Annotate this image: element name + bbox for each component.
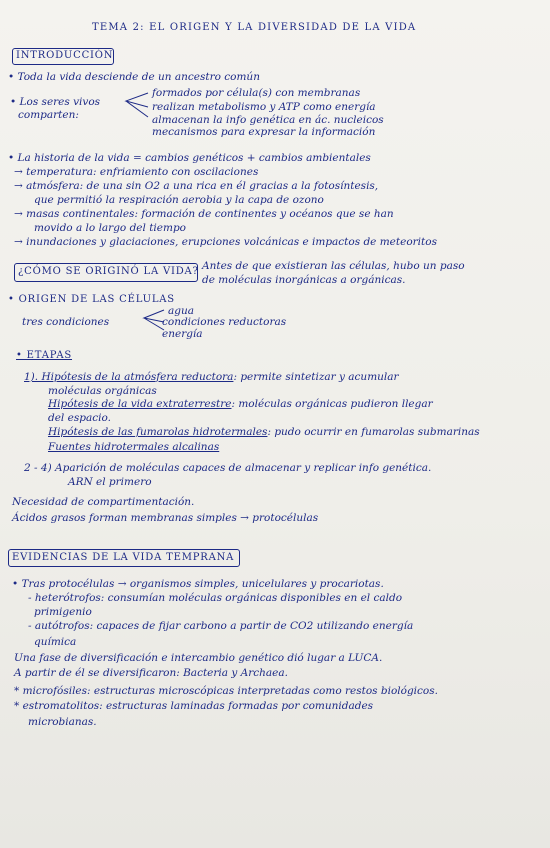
- evidence-line: microbianas.: [28, 716, 97, 728]
- intro-heading: INTRODUCCIÓN: [16, 50, 114, 61]
- evidence-line: A partir de él se diversificaron: Bacteria y Archaea.: [14, 667, 288, 679]
- intro-bullet: almacenan la info genética en ác. nucleicos: [152, 114, 384, 126]
- hypothesis-title: Hipótesis de las fumarolas hidrotermales: [48, 426, 268, 438]
- etapas-line: del espacio.: [48, 412, 111, 424]
- history-line: movido a lo largo del tiempo: [34, 222, 187, 234]
- evidence-line: • Tras protocélulas → organismos simples, unicelulares y procariotas.: [12, 578, 384, 590]
- history-line: • La historia de la vida = cambios genéticos + cambios ambientales: [8, 152, 371, 164]
- etapas-line: 2 - 4) Aparición de moléculas capaces de almacenar y replicar info genética.: [24, 462, 432, 474]
- etapas-line: Ácidos grasos forman membranas simples → protocélulas: [12, 512, 319, 524]
- hypothesis-text: : pudo ocurrir en fumarolas submarinas: [267, 426, 480, 438]
- etapas-line: [48, 426, 480, 438]
- condition-item: energía: [162, 328, 203, 340]
- intro-bullet: mecanismos para expresar la información: [152, 126, 376, 138]
- condition-item: condiciones reductoras: [162, 316, 287, 328]
- evidence-line: química: [34, 636, 77, 648]
- etapas-line: [48, 398, 433, 410]
- evidence-line: Una fase de diversificación e intercambio genético dió lugar a LUCA.: [14, 652, 383, 664]
- page-title: TEMA 2: EL ORIGEN Y LA DIVERSIDAD DE LA VIDA: [92, 22, 417, 33]
- intro-line: comparten:: [18, 109, 79, 121]
- history-line: que permitió la respiración aerobia y la capa de ozono: [34, 194, 324, 206]
- etapas-line: moléculas orgánicas: [48, 385, 157, 397]
- intro-line: • Toda la vida desciende de un ancestro común: [8, 71, 260, 83]
- etapas-line: [24, 371, 399, 383]
- intro-bullet: realizan metabolismo y ATP como energía: [152, 101, 376, 113]
- etapas-line: Fuentes hidrotermales alcalinas: [48, 441, 220, 453]
- history-line: → masas continentales: formación de continentes y océanos que se han: [14, 208, 394, 220]
- intro-line: • Los seres vivos: [10, 96, 101, 108]
- history-line: → inundaciones y glaciaciones, erupciones volcánicas e impactos de meteoritos: [14, 236, 437, 248]
- hypothesis-text: : moléculas orgánicas pudieron llegar: [231, 398, 433, 410]
- history-line: → temperatura: enfriamiento con oscilaciones: [14, 166, 259, 178]
- condition-item: agua: [168, 305, 195, 317]
- etapas-line: ARN el primero: [68, 476, 152, 488]
- hypothesis-title: 1). Hipótesis de la atmósfera reductora: [24, 371, 234, 383]
- evidence-line: * estromatolitos: estructuras laminadas formadas por comunidades: [14, 700, 374, 712]
- intro-bullet: formados por célula(s) con membranas: [152, 87, 361, 99]
- etapas-line: Necesidad de compartimentación.: [12, 496, 195, 508]
- history-line: → atmósfera: de una sin O2 a una rica en él gracias a la fotosíntesis,: [14, 180, 379, 192]
- brace-icon: [118, 91, 150, 127]
- evidence-line: - heterótrofos: consumían moléculas orgánicas disponibles en el caldo: [28, 592, 403, 604]
- hypothesis-text: : permite sintetizar y acumular: [233, 371, 399, 383]
- question-answer: Antes de que existieran las células, hubo un paso: [202, 260, 465, 272]
- hypothesis-title: Hipótesis de la vida extraterrestre: [48, 398, 232, 410]
- cells-heading: • ORIGEN DE LAS CÉLULAS: [8, 294, 175, 305]
- question-heading: ¿CÓMO SE ORIGINÓ LA VIDA?: [18, 266, 199, 277]
- cells-label: tres condiciones: [22, 316, 110, 328]
- question-answer: de moléculas inorgánicas a orgánicas.: [202, 274, 406, 286]
- evidence-line: * microfósiles: estructuras microscópicas interpretadas como restos biológicos.: [14, 685, 438, 697]
- etapas-heading: • ETAPAS: [16, 350, 73, 361]
- evidence-line: primigenio: [34, 606, 92, 618]
- evidence-line: - autótrofos: capaces de fijar carbono a partir de CO2 utilizando energía: [28, 620, 414, 632]
- evidence-heading: EVIDENCIAS DE LA VIDA TEMPRANA: [12, 552, 235, 563]
